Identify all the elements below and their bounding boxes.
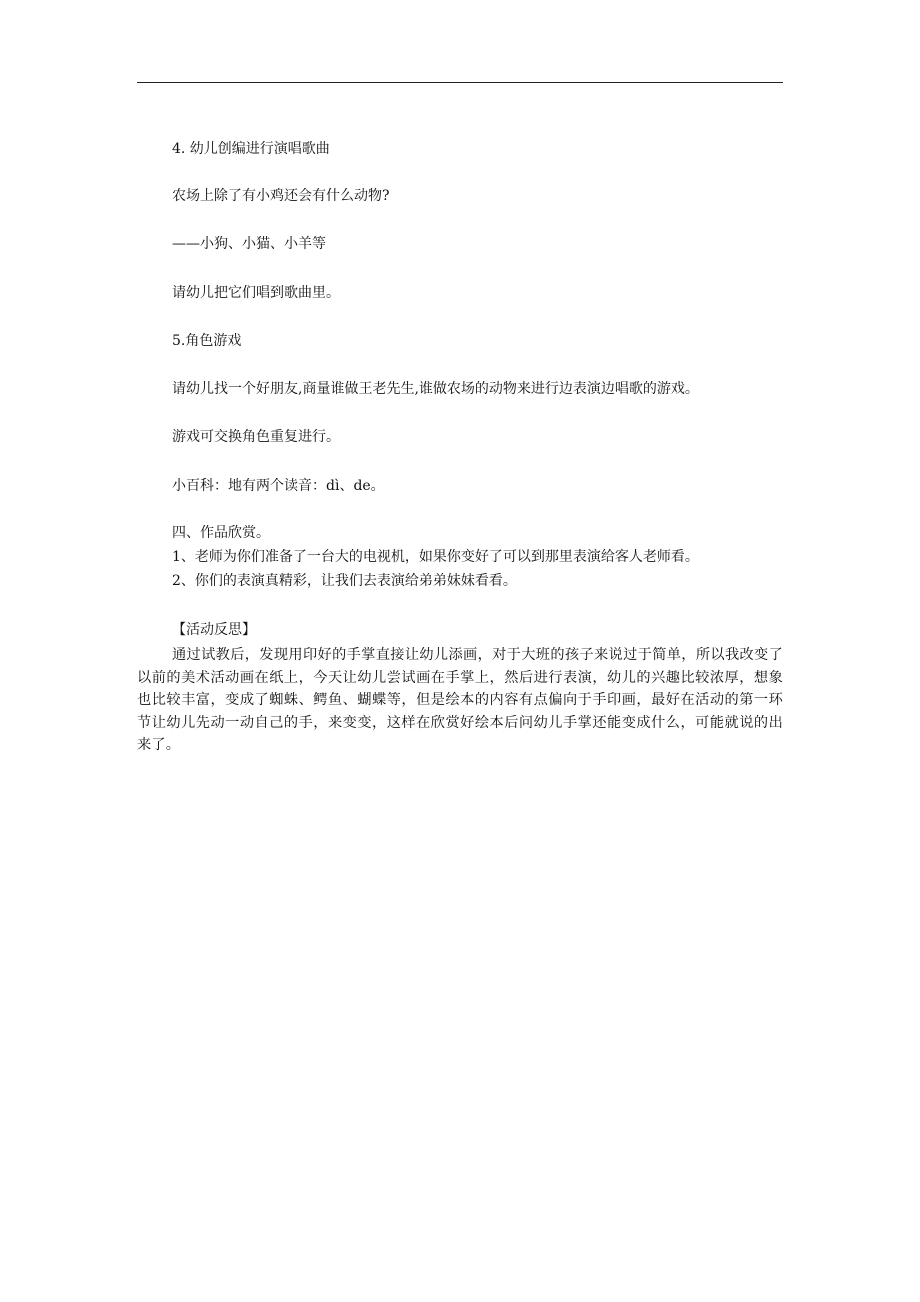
question-line: 农场上除了有小鸡还会有什么动物? [172,188,390,204]
section-4-heading: 四、作品欣赏。 [172,525,270,541]
reflection-paragraph: 通过试教后，发现用印好的手掌直接让幼儿添画，对于大班的孩子来说过于简单，所以我改变了以前的美术活动画在纸上，今天让幼儿尝试画在手掌上，然后进行表演，幼儿的兴趣比较浓厚，想象也比较丰富，变成了蜘蛛、鳄鱼、蝴蝶等，但是绘本的内容有点偏向于手印画，最好在活动的第一环节让幼儿先动一动自己的手，来变变，这样在欣赏好绘本后问幼儿手掌还能变成什么，可能就说的出来了。 [137,647,783,753]
instruction-line: 请幼儿把它们唱到歌曲里。 [172,285,340,301]
header-rule [137,82,783,83]
role-play-instruction: 请幼儿找一个好朋友,商量谁做王老先生,谁做农场的动物来进行边表演边唱歌的游戏。 [172,381,699,397]
step-5-heading: 5.角色游戏 [172,333,242,349]
step-4-heading: 4. 幼儿创编进行演唱歌曲 [172,141,330,157]
role-swap-line: 游戏可交换角色重复进行。 [172,429,340,445]
encyclopedia-note: 小百科：地有两个读音：dì、de。 [172,478,385,494]
answer-line: ——小狗、小猫、小羊等 [172,236,326,252]
appreciation-item-2: 2、你们的表演真精彩，让我们去表演给弟弟妹妹看看。 [172,573,517,589]
reflection-heading: 【活动反思】 [172,622,256,638]
appreciation-item-1: 1、老师为你们准备了一台大的电视机，如果你变好了可以到那里表演给客人老师看。 [172,549,699,565]
